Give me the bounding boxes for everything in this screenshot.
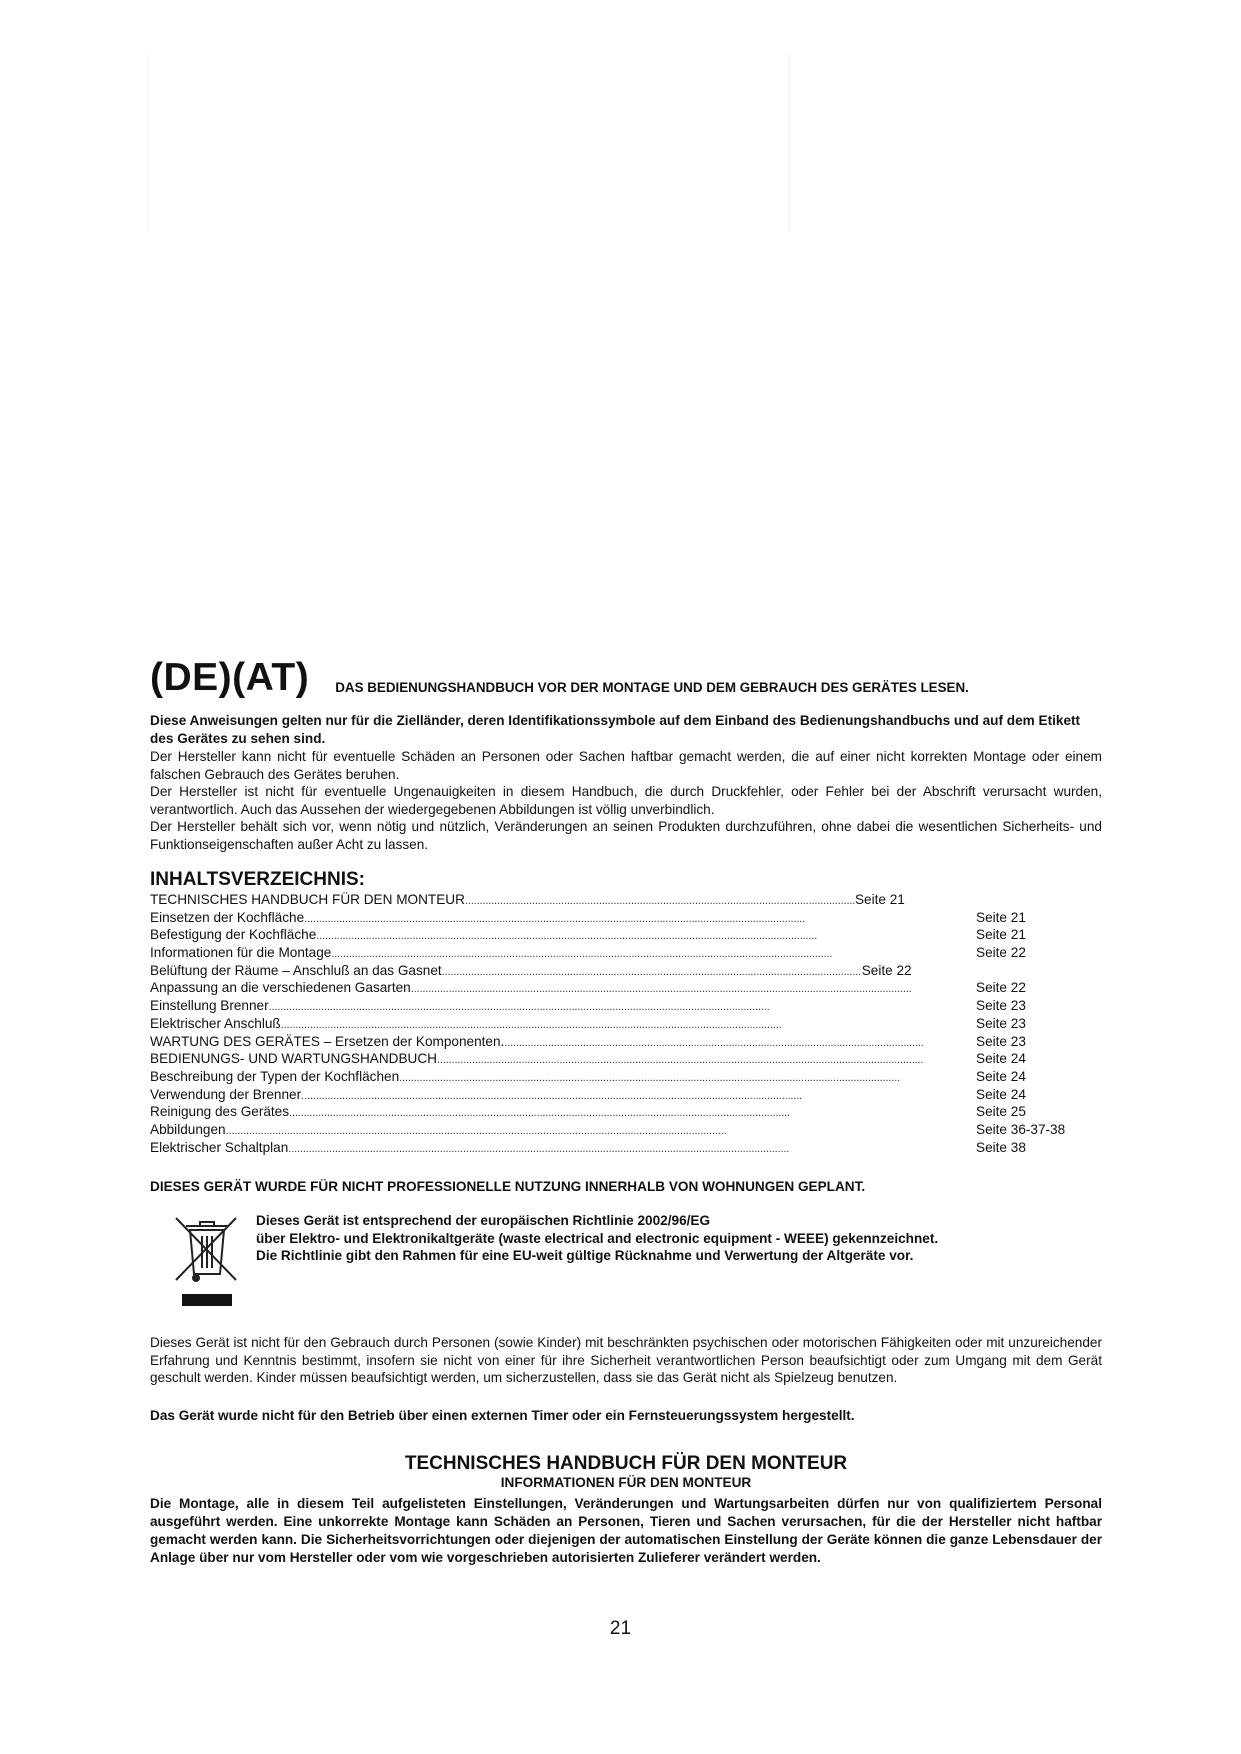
target-countries-note: Diese Anweisungen gelten nur für die Zielländer, deren Identifikationssymbole auf dem Einband des Bedienungshandbuchs und auf dem Etikett des Gerätes zu sehen sind.: [150, 713, 1081, 746]
document-body: [150, 654, 1102, 1567]
toc-entry: TECHNISCHES HANDBUCH FÜR DEN MONTEUR . . . Seite 21: [150, 891, 1080, 909]
toc-entry: Elektrischer Anschluß . . . Seite 23: [150, 1015, 1080, 1033]
toc-entry: Abbildungen . . . Seite 36-37-38: [150, 1121, 1080, 1139]
changes-paragraph: Der Hersteller behält sich vor, wenn nötig und nützlich, Veränderungen an seinen Produkten durchzuführen, ohne dabei die wesentlichen Sicherheits- und Funktionseigenschaften außer Acht zu lassen.: [150, 819, 1102, 852]
liability-paragraph: Der Hersteller kann nicht für eventuelle Schäden an Personen oder Sachen haftbar gemacht werden, die auf einer nicht korrekten Montage oder einem falschen Gebrauch des Gerätes beruhen.: [150, 749, 1102, 782]
toc-entry: Einsetzen der Kochfläche . . . Seite 21: [150, 909, 1080, 927]
weee-block: [150, 1212, 1102, 1312]
household-use-notice: DIESES GERÄT WURDE FÜR NICHT PROFESSIONELLE NUTZUNG INNERHALB VON WOHNUNGEN GEPLANT.: [150, 1179, 866, 1195]
toc-entry: Einstellung Brenner . . . Seite 23: [150, 997, 1080, 1015]
section-title: TECHNISCHES HANDBUCH FÜR DEN MONTEUR: [404, 1452, 848, 1474]
section-body: Die Montage, alle in diesem Teil aufgelisteten Einstellungen, Veränderungen und Wartungsarbeiten dürfen nur von qualifiziertem Personal ausgeführt werden. Eine unkorrekte Montage kann Schäden an Personen, Tieren und Sachen verursachen, für die der Hersteller nicht haftbar gemacht werden kann. Die Sicherheitsvorrichtungen oder diejenigen der automatischen Einstellung der Geräte können die ganze Lebensdauer der Anlage über nur vom Hersteller oder vom wie vorgeschrieben autorisierten Zulieferer verändert werden.: [150, 1495, 1102, 1565]
table-of-contents: [150, 891, 1080, 1156]
section-subtitle: INFORMATIONEN FÜR DEN MONTEUR: [500, 1474, 752, 1490]
toc-entry: WARTUNG DES GERÄTES – Ersetzen der Komponenten. . . . Seite 23: [150, 1033, 1080, 1051]
toc-entry: Informationen für die Montage . . . Seite 22: [150, 944, 1080, 962]
toc-entry: Reinigung des Gerätes . . . Seite 25: [150, 1103, 1080, 1121]
toc-entry: BEDIENUNGS- UND WARTUNGSHANDBUCH . . . Seite 24: [150, 1050, 1080, 1068]
toc-entry: Verwendung der Brenner . . . Seite 24: [150, 1086, 1080, 1104]
language-code: (DE)(AT): [150, 656, 310, 699]
toc-entry: Befestigung der Kochfläche . . . Seite 21: [150, 926, 1080, 944]
toc-entry: Anpassung an die verschiedenen Gasarten . . . Seite 22: [150, 979, 1080, 997]
read-manual-headline: DAS BEDIENUNGSHANDBUCH VOR DER MONTAGE UND DEM GEBRAUCH DES GERÄTES LESEN.: [335, 680, 969, 695]
toc-title: INHALTSVERZEICHNIS:: [150, 869, 365, 890]
weee-line-1: Dieses Gerät ist entsprechend der europäischen Richtlinie 2002/96/EG: [256, 1213, 711, 1229]
inaccuracy-paragraph: Der Hersteller ist nicht für eventuelle Ungenauigkeiten in diesem Handbuch, die durch Druckfehler, oder Fehler bei der Abschrift verursacht wurden, verantwortlich. Auch das Aussehen der wiedergegebenen Abbildungen ist völlig unverbindlich.: [150, 784, 1102, 817]
weee-line-2: über Elektro- und Elektronikaltgeräte (waste electrical and electronic equipment - WEEE) gekennzeichnet.: [256, 1230, 939, 1246]
weee-text: [256, 1212, 938, 1312]
crossed-out-wheelie-bin-icon: [150, 1212, 256, 1312]
children-safety-paragraph: Dieses Gerät ist nicht für den Gebrauch durch Personen (sowie Kinder) mit beschränkten psychischen oder motorischen Fähigkeiten oder mit unzureichender Erfahrung und Kenntnis bestimmt, insofern sie nicht von einer für ihre Sicherheit verantwortlichen Person beaufsichtigt oder zum Umgang mit dem Gerät geschult werden. Kinder müssen beaufsichtigt werden, um sicherzustellen, dass sie das Gerät nicht als Spielzeug benutzen.: [150, 1335, 1102, 1386]
weee-line-3: Die Richtlinie gibt den Rahmen für eine EU-weit gültige Rücknahme und Verwertung der Altgeräte vor.: [256, 1248, 914, 1264]
scan-artifact: [148, 52, 790, 232]
toc-entry: Beschreibung der Typen der Kochflächen . . . Seite 24: [150, 1068, 1080, 1086]
page-number: 21: [609, 1618, 632, 1639]
toc-entry: Elektrischer Schaltplan . . . Seite 38: [150, 1139, 1080, 1157]
title-row: [150, 654, 1102, 698]
timer-notice: Das Gerät wurde nicht für den Betrieb über einen externen Timer oder ein Fernsteuerungssystem hergestellt.: [150, 1407, 855, 1423]
toc-entry: Belüftung der Räume – Anschluß an das Gasnet . . . Seite 22: [150, 962, 1080, 980]
